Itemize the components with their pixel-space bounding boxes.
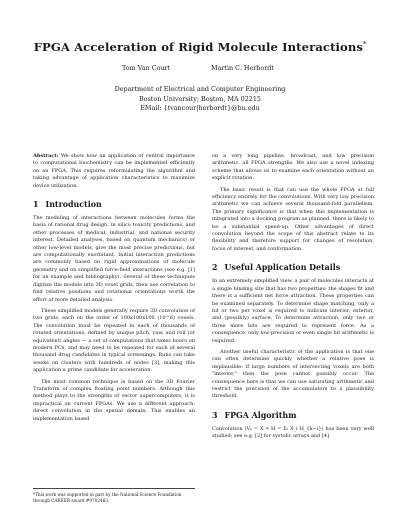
author-2: Martin C. Herbordt <box>211 64 274 72</box>
affiliation-block <box>0 85 400 114</box>
section-title: Useful Application Details <box>224 263 341 273</box>
left-column <box>33 153 195 427</box>
section-title: FPGA Algorithm <box>224 410 297 420</box>
paragraph: on a very long pipeline, broadcast, and low precision arithmetic, all FPGA strengths. We also use a novel indexing scheme that allows us to examine each orientation without an explicit rotation. <box>212 153 374 182</box>
paragraph: Another useful characteristic of the application is that one can often determine quickly whether a relative pose is implausible: if large numbers of intersecting voxels are both "interior," then the pose cannot possibly occur. The consequence here is that we can use saturating arithmetic and restrict the precision of the accumulators to a plausibility threshold. <box>212 348 374 400</box>
paper-title <box>0 40 400 54</box>
affiliation-address: Boston University; Boston, MA 02215 <box>138 94 261 103</box>
title-footnote-mark: * <box>363 41 367 49</box>
section-heading-application-details <box>212 263 374 272</box>
abstract-label: Abstract: <box>33 153 59 159</box>
affiliation-email: EMail: {tvancour|herbordt}@bu.edu <box>140 104 260 112</box>
author-1: Tom Van Court <box>122 64 171 72</box>
paragraph: The most common technique is based on the 3D Fourier Transform of complex floating point numbers. Although this method plays to the strengths of vector supercomputers, it is impractical on current FPGAs. We use a different approach: direct convolution in the spatial domain. This enables an implementation based <box>33 378 195 422</box>
title-text: FPGA Acceleration of Rigid Molecule Interactions <box>33 40 364 54</box>
section-number: 2 <box>212 263 218 273</box>
abstract-text: We show how an application of central importance to computational biochemistry can be implemented efficiently on an FPGA. This requires reformulating the algorithm and taking advantage of application characteristics to maximize device utilization. <box>33 153 195 189</box>
paragraph: The modeling of interactions between molecules forms the basis of rational drug design, in silico toxicity predictions, and other processes of medical, industrial, and national security interest. Detailed analyses, based on quantum mechanics) or other low-level models, give the most precise predictions, but are computationally exorbitant. Initial interaction predictions are commonly based on rigid approximations of molecule geometry and on simplified force-field interactions (see e.g. [1] for an example and bibliography). Several of these techniques digitize the models into 3D voxel grids, then use correlation to find relative positions and rotational orientations worth the effort of more detailed analysis. <box>33 215 195 303</box>
paragraph: Convolution (Vₖ = X ∗ H = Σᵢ X_i H_{k−i}) has been very well studied; see e.g. [2] for systolic arrays and [4] <box>212 425 374 440</box>
affiliation-department: Department of Electrical and Computer Engineering <box>114 85 286 93</box>
section-title: Introduction <box>45 200 102 210</box>
section-number: 1 <box>33 200 39 210</box>
paragraph: In an extremely simplified view, a pair of molecules interacts at a single binding site that has two properties: the shapes fit and there is a sufficient net force attraction. These properties can be examined separately. To determine shape matching, only a bit or two per voxel is required to indicate interior, exterior, and (possibly) surface. To determine attraction, only two or three more bits are required to represent force. As a consequence, only low-precision or even single bit arithmetic is required. <box>212 278 374 344</box>
paragraph: These simplified models generally require 3D convolution of two grids, each on the order of 100x100x100 (10^6) voxels. The convolution must be repeated in each of thousands of rotated orientations, defined by unique pitch, yaw, and roll (or equivalent) angles — a set of computations that takes hours on modern PCs, and may need to be repeated for each of several thousand drug candidates in typical screenings. Runs can take weeks on clusters with hundreds of nodes [3], making this application a prime candidate for acceleration. <box>33 307 195 374</box>
paragraph: The basic result is that can use the whole FPGA at full efficiency entirely for the convolutions. With very low precision arithmetic we can achieve several thousand-fold parallelism. The primary significance is that when this implementation is integrated into a docking program as planned, there is likely to be a substantial speed-up. Other advantages of direct convolution beyond the scope of this abstract relate to its flexibility and therefore support for changes of resolution, focus of interest, and conformation. <box>212 186 374 252</box>
section-heading-fpga-algorithm <box>212 411 374 420</box>
section-number: 3 <box>212 410 218 420</box>
abstract <box>33 153 195 190</box>
footnote: *This work was supported in part by the National Science Foundation through CAREER award #9702483. <box>33 488 195 503</box>
section-heading-introduction <box>33 200 195 209</box>
right-column <box>212 153 374 445</box>
